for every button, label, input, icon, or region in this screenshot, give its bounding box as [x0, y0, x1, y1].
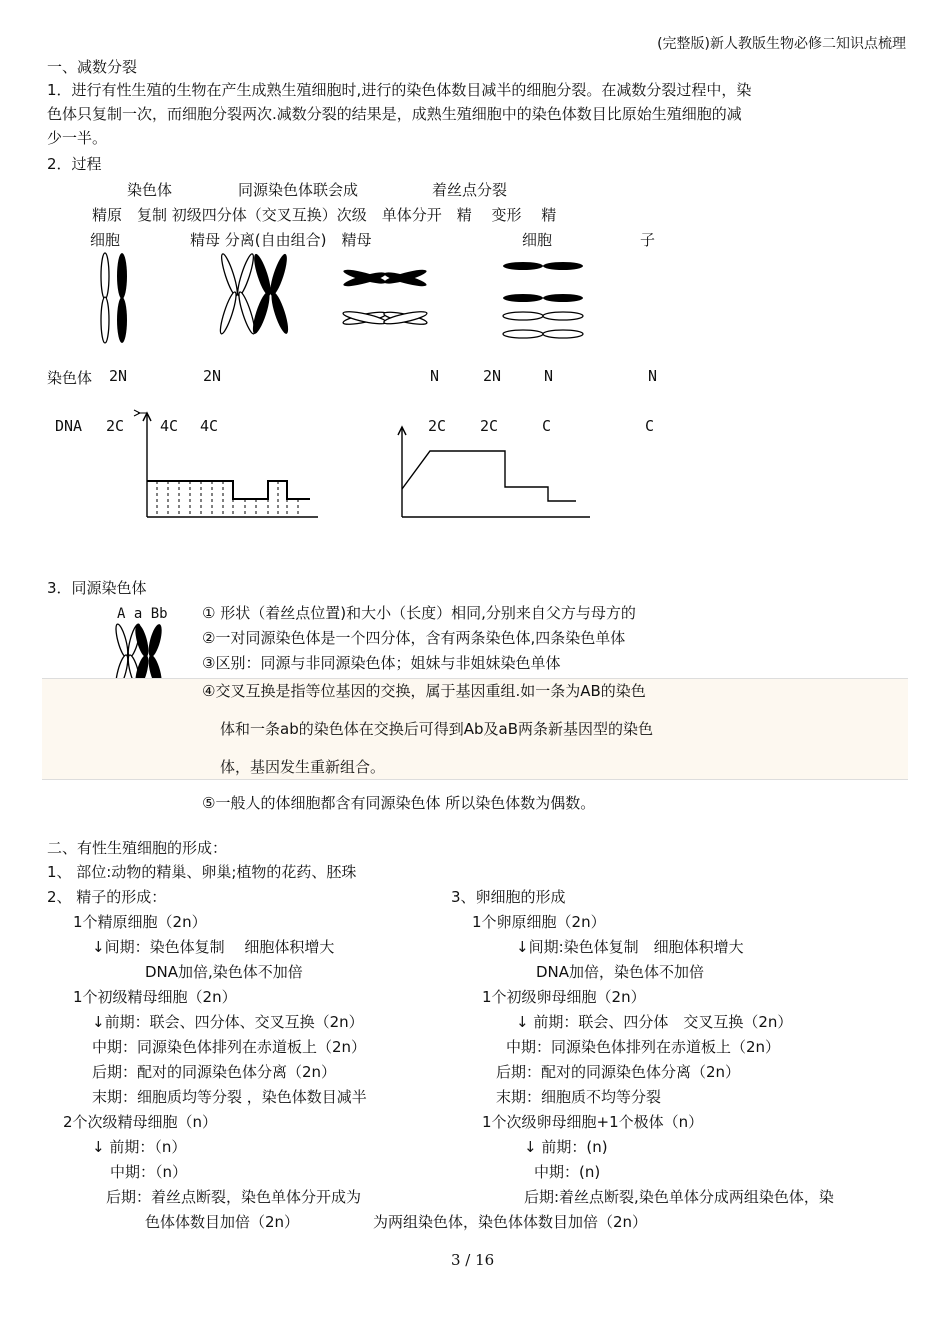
list-item: ⑤一般人的体细胞都含有同源染色体 所以染色体数为偶数。 — [202, 794, 596, 812]
left-column-line: ↓ 前期：（n） — [92, 1138, 187, 1156]
dna-count: 2C — [106, 417, 125, 435]
subheading: 3．同源染色体 — [47, 579, 147, 597]
paragraph-line: 色体只复制一次，而细胞分裂两次.减数分裂的结果是，成熟生殖细胞中的染色体数目比原始生殖细胞的减 — [47, 105, 742, 123]
chromosome-count: 2N — [483, 367, 502, 385]
left-column-line: 后期：配对的同源染色体分离（2n） — [92, 1063, 337, 1081]
left-column-line: 末期：细胞质均等分裂 ，染色体数目减半 — [92, 1088, 367, 1106]
right-column-line: 后期:着丝点断裂,染色单体分成两组染色体，染 — [524, 1188, 834, 1206]
left-column-line: 中期：（n） — [110, 1163, 188, 1181]
right-column-line: ↓ 前期：联会、四分体 交叉互换（2n） — [516, 1013, 793, 1031]
list-item: ③区别：同源与非同源染色体；姐妹与非姐妹染色单体 — [202, 654, 561, 672]
chromosome-count: 2N — [109, 367, 128, 385]
right-column-line: ↓间期:染色体复制 细胞体积增大 — [516, 938, 744, 956]
left-column-line: DNA加倍,染色体不加倍 — [145, 963, 303, 981]
diagram-label: 同源染色体联会成 — [238, 181, 359, 199]
diagram-label: 细胞 — [90, 231, 121, 249]
right-column-line: 末期：细胞质不均等分裂 — [496, 1088, 662, 1106]
page-number: 3 / 16 — [451, 1251, 495, 1269]
diagram-label: 细胞 — [522, 231, 553, 249]
section-title: 二、有性生殖细胞的形成： — [47, 839, 228, 857]
left-column-line: 中期：同源染色体排列在赤道板上（2n） — [92, 1038, 367, 1056]
left-column-line: ↓间期：染色体复制 细胞体积增大 — [92, 938, 335, 956]
right-column-line: ↓ 前期：(n) — [524, 1138, 608, 1156]
page-header: (完整版)新人教版生物必修二知识点梳理 — [657, 36, 906, 52]
list-item: 体和一条ab的染色体在交换后可得到Ab及aB两条新基因型的染色 — [220, 720, 653, 738]
section-title: 一、减数分裂 — [47, 58, 138, 76]
left-column-line: 色体体数目加倍（2n） — [145, 1213, 300, 1231]
left-column-line: 1个精原细胞（2n） — [73, 913, 207, 931]
dna-count: 4C — [160, 417, 179, 435]
chromosome-count: N — [430, 367, 440, 385]
chromosome-count-label: 染色体 — [47, 369, 93, 387]
left-graph — [134, 410, 318, 517]
gene-labels: A a Bb — [117, 606, 168, 622]
chromosome-count: N — [544, 367, 554, 385]
secondary-cell-chromosomes — [342, 267, 427, 289]
chromosome-count: 2N — [203, 367, 222, 385]
right-column-line: DNA加倍，染色体不加倍 — [536, 963, 705, 981]
paragraph-line: 少一半。 — [47, 129, 108, 147]
dna-count: 4C — [200, 417, 219, 435]
dna-count: C — [645, 417, 655, 435]
right-column-line: 为两组染色体，染色体体数目加倍（2n） — [373, 1213, 648, 1231]
sperm-cell-chromosomes — [503, 262, 583, 338]
dna-chromosome-graphs — [0, 405, 950, 525]
list-item: 体，基因发生重新组合。 — [220, 758, 386, 776]
chromosome-pair-stage1 — [101, 253, 127, 343]
right-graph — [398, 427, 590, 517]
right-column-line: 1个卵原细胞（2n） — [472, 913, 606, 931]
right-column-line: 3、卵细胞的形成 — [451, 888, 566, 906]
left-column-line: 2、 精子的形成： — [47, 888, 167, 906]
dna-count: C — [542, 417, 552, 435]
right-column-line: 中期：同源染色体排列在赤道板上（2n） — [506, 1038, 781, 1056]
diagram-label: 着丝点分裂 — [432, 181, 508, 199]
right-column-line: 1个初级卵母细胞（2n） — [482, 988, 646, 1006]
list-item: ① 形状（着丝点位置)和大小（长度）相同,分别来自父方与母方的 — [202, 604, 636, 622]
dna-count-label: DNA — [55, 417, 83, 435]
dna-count: 2C — [480, 417, 499, 435]
diagram-label: 精原 复制 初级四分体（交叉互换）次级 单体分开 精 变形 精 — [92, 206, 557, 224]
right-column-line: 中期：(n) — [534, 1163, 601, 1181]
subheading: 2．过程 — [47, 155, 102, 173]
left-column-line: ↓前期：联会、四分体、交叉互换（2n） — [92, 1013, 364, 1031]
list-item: ④交叉互换是指等位基因的交换，属于基因重组.如一条为AB的染色 — [202, 682, 646, 700]
left-column-line: 2个次级精母细胞（n） — [63, 1113, 218, 1131]
list-item: ②一对同源染色体是一个四分体，含有两条染色体,四条染色单体 — [202, 629, 626, 647]
paragraph-line: 1．进行有性生殖的生物在产生成熟生殖细胞时,进行的染色体数目减半的细胞分裂。在减数分裂过程中，染 — [47, 81, 752, 99]
chromosome-count: N — [648, 367, 658, 385]
diagram-label: 子 — [640, 231, 656, 249]
right-column-line: 1个次级卵母细胞+1个极体（n） — [482, 1113, 704, 1131]
right-column-line: 后期：配对的同源染色体分离（2n） — [496, 1063, 741, 1081]
diagram-label: 染色体 — [127, 181, 173, 199]
diagram-label: 精母 分离(自由组合) 精母 — [190, 231, 372, 249]
tetrad — [218, 252, 292, 335]
left-column-line: 后期：着丝点断裂，染色单体分开成为 — [106, 1188, 362, 1206]
dna-count: 2C — [428, 417, 447, 435]
paragraph-line: 1、 部位:动物的精巢、卵巢;植物的花药、胚珠 — [47, 863, 357, 881]
chromosome-drawings — [0, 250, 950, 370]
left-column-line: 1个初级精母细胞（2n） — [73, 988, 237, 1006]
